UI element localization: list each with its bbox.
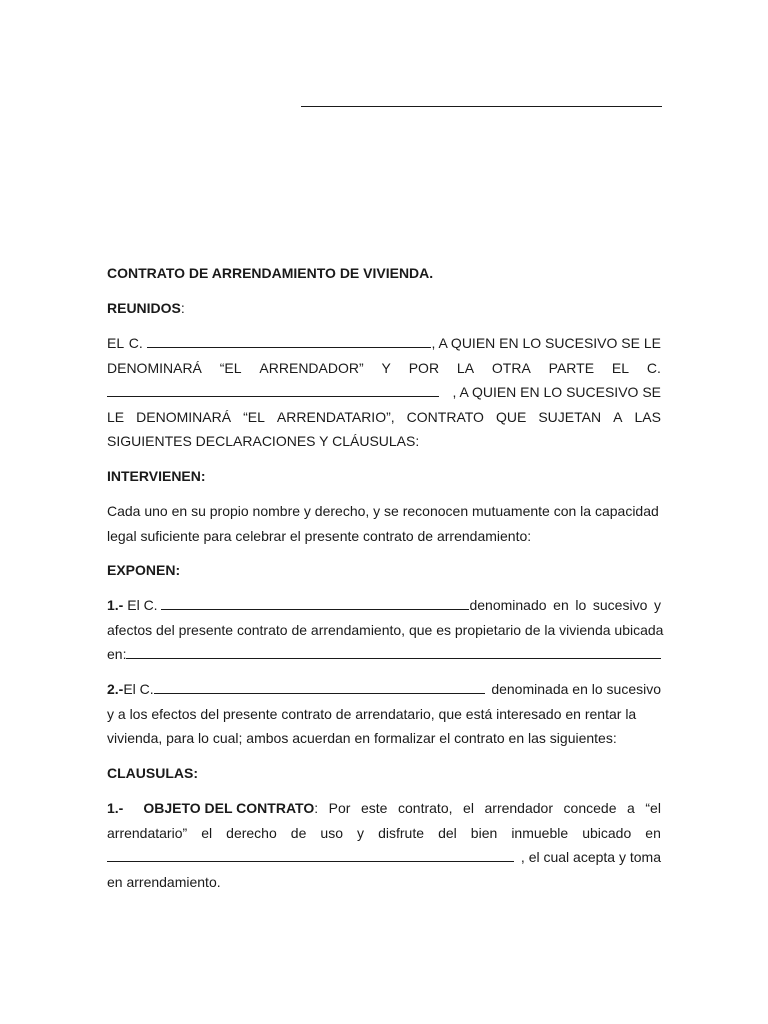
exponen-2-pre: El C.	[123, 681, 154, 697]
reunidos-section-heading	[107, 296, 661, 321]
clausula-1-w2: este	[361, 800, 388, 816]
clausula-1-label: OBJETO DEL CONTRATO	[143, 800, 315, 816]
intro-l1-w0: EL	[107, 335, 125, 351]
clausula-1-w7: a	[627, 800, 635, 816]
intro-l2-w5: LA	[456, 359, 475, 376]
cl1-l2-w0: arrendatario”	[107, 824, 188, 841]
exponen-2-line-3	[107, 726, 661, 751]
intro-l5-text: SIGUIENTES DECLARACIONES Y CLÁUSULAS:	[107, 433, 420, 450]
intro-l2-w4: POR	[408, 359, 440, 376]
exponen-2-post: denominada en lo sucesivo	[491, 681, 661, 697]
parties-paragraph	[107, 331, 661, 454]
cl1-l2-w4: uso	[320, 824, 343, 841]
cl1-l2-w11: en	[645, 824, 661, 841]
cl1-l2-w8: bien	[470, 824, 498, 841]
vivienda-address-blank	[126, 645, 661, 659]
exponen-item-1	[107, 593, 664, 667]
intro-line-5	[107, 429, 661, 454]
intro-line-1	[107, 331, 661, 356]
clausula-1-l4: en arrendamiento.	[107, 873, 221, 890]
cl1-l2-w1: el	[201, 824, 213, 841]
clausula-1-l3-post: , el cual acepta y toma	[520, 849, 661, 866]
clausula-1-w5: arrendador	[484, 800, 553, 816]
clausula-1-line-2	[107, 821, 661, 846]
intro-l2-w7: PARTE	[548, 359, 595, 376]
exponen-1-pre: El C.	[123, 597, 162, 613]
exponen-1-w2: lo	[575, 597, 587, 613]
intro-l4-w4: CONTRATO	[406, 408, 484, 425]
cl1-l2-w2: derecho	[226, 824, 277, 841]
intro-l4-w7: A	[613, 408, 623, 425]
exponen-2-line-2	[107, 702, 661, 727]
intervienen-heading: INTERVIENEN:	[107, 468, 206, 484]
exponen-1-l2: afectos del presente contrato de arrendamiento, que es propietario de la vivienda ubicada	[107, 621, 664, 638]
intro-l2-w0: DENOMINARÁ	[107, 359, 202, 376]
intro-l2-w3: Y	[381, 359, 391, 376]
intervienen-paragraph	[107, 499, 661, 548]
cl1-l2-w5: y	[357, 824, 365, 841]
intro-l2-w1: “EL	[219, 359, 242, 376]
exponen-1-w4: y	[653, 597, 661, 613]
clausula-1-colon: :	[314, 800, 319, 816]
exponen-1-w0: denominado	[469, 597, 547, 613]
exponen-1-w3: sucesivo	[592, 597, 648, 613]
signature-blank-line	[301, 92, 662, 107]
reunidos-colon: :	[180, 300, 185, 316]
exponen-2-number: 2.-	[107, 681, 124, 697]
clausula-1-w6: concede	[563, 800, 617, 816]
clausula-1-number: 1.-	[107, 800, 124, 816]
exponen-heading: EXPONEN:	[107, 562, 181, 578]
intro-l2-w8: EL	[611, 359, 630, 376]
intro-l4-w2: “EL	[243, 408, 265, 425]
arrendatario-name-blank	[107, 383, 439, 397]
exponen-1-w1: en	[553, 597, 569, 613]
intro-l4-w5: QUE	[495, 408, 527, 425]
intro-l1-text: , A QUIEN EN LO SUCESIVO SE LE	[431, 335, 661, 351]
intro-line-3	[107, 380, 661, 405]
intro-l4-w8: LAS	[634, 408, 661, 425]
cl1-l2-w10: ubicado	[582, 824, 632, 841]
clausula-1-line-4	[107, 870, 661, 895]
clausulas-heading: CLAUSULAS:	[107, 765, 198, 781]
intro-l2-w6: OTRA	[491, 359, 531, 376]
intro-line-2	[107, 356, 661, 381]
exponen-1-line-1	[107, 593, 661, 618]
exponen-2-l3: vivienda, para lo cual; ambos acuerdan en formalizar el contrato en las siguientes:	[107, 730, 617, 747]
cl1-l2-w6: disfrute	[378, 824, 425, 841]
cl1-l2-w3: de	[290, 824, 307, 841]
exponen-1-line-2	[107, 618, 664, 643]
clausula-1	[107, 796, 661, 894]
clausula-1-w8: “el	[645, 800, 661, 816]
intervienen-line-2	[107, 524, 661, 549]
intro-line-4	[107, 405, 661, 430]
inmueble-address-blank	[107, 848, 514, 862]
exponen-2-line-1	[107, 677, 661, 702]
contract-title: CONTRATO DE ARRENDAMIENTO DE VIVIENDA.	[107, 265, 434, 281]
clausula-1-w3: contrato,	[398, 800, 453, 816]
intro-l4-w6: SUJETAN	[538, 408, 602, 425]
cl1-l2-w9: inmueble	[511, 824, 569, 841]
exponen-2-l2: y a los efectos del presente contrato de arrendatario, que está interesado en rentar la	[107, 705, 637, 722]
intro-l4-w1: DENOMINARÁ	[136, 408, 232, 425]
cl1-l2-w7: del	[438, 824, 457, 841]
reunidos-heading: REUNIDOS	[107, 300, 181, 316]
arrendador-name-blank	[147, 334, 431, 348]
intervienen-line-1	[107, 499, 661, 524]
exponen-1-line-3	[107, 642, 661, 667]
exponen-1-number: 1.-	[107, 597, 124, 613]
clausula-1-w4: el	[463, 800, 474, 816]
intro-l2-w2: ARRENDADOR”	[259, 359, 364, 376]
propietario-name-blank	[161, 596, 469, 610]
arrendatario-name-blank-2	[154, 680, 485, 694]
intro-l4-w0: LE	[107, 408, 125, 425]
exponen-item-2	[107, 677, 661, 751]
clausula-1-line-1	[107, 796, 661, 821]
intro-l1-w1: C.	[128, 335, 143, 351]
intervienen-l1: Cada uno en su propio nombre y derecho, y se reconocen mutuamente con la capacidad	[107, 503, 659, 519]
intro-l4-w3: ARRENDATARIO”,	[276, 408, 395, 425]
intro-l2-w9: C.	[646, 359, 661, 376]
intro-l3-text: , A QUIEN EN LO SUCESIVO SE	[452, 384, 661, 401]
exponen-1-l3-pre: en:	[107, 646, 127, 663]
clausula-1-line-3	[107, 845, 661, 870]
intervienen-l2: legal suficiente para celebrar el presente contrato de arrendamiento:	[107, 527, 532, 544]
clausula-1-w1: Por	[328, 800, 351, 816]
